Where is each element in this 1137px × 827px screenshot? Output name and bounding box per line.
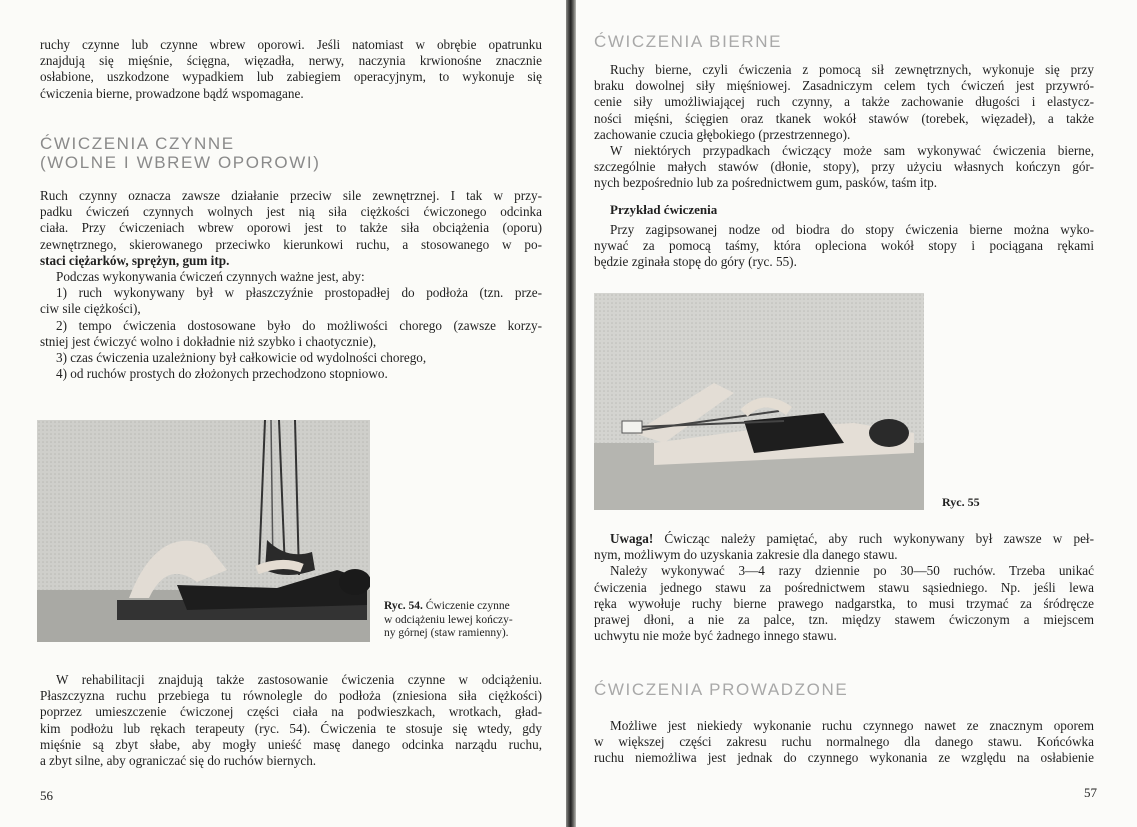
text-line: ciała. Przy ćwiczeniach wbrew oporowi jest to także siła obciążenia (oporu) — [40, 220, 542, 236]
page-number: 57 — [1084, 785, 1097, 800]
text-line: Płaszczyzna ruchu przebiega tu równolegle do podłoża (zniesiona siła ciężkości) — [40, 688, 542, 704]
note-label: Uwaga! — [610, 531, 654, 546]
figure-54-caption — [384, 600, 544, 641]
figure-54-photo — [37, 420, 370, 642]
text-line: kim podłożu lub rękach terapeuty (ryc. 54). Ćwiczenia te stosuje się wtedy, gdy — [40, 720, 542, 736]
text-line: osłabione, uszkodzone wypadkiem lub zabiegiem operacyjnym, to wykonuje się — [40, 69, 542, 85]
text-line: Należy wykonywać 3—4 razy dziennie po 30—50 ruchów. Trzeba unikać — [610, 563, 1094, 579]
heading-line: (WOLNE I WBREW OPOROWI) — [40, 153, 321, 172]
text-line: prawej dłoni, a nie za palce, tzn. między stawem ćwiczonym a miejscem — [594, 612, 1094, 628]
text-line: Podczas wykonywania ćwiczeń czynnych ważne jest, aby: — [56, 269, 365, 285]
list-item: 1) ruch wykonywany był w płaszczyźnie prostopadłej do podłoża (tzn. prze- — [56, 285, 542, 301]
list-item: 2) tempo ćwiczenia dostosowane było do możliwości chorego (zawsze korzy- — [56, 317, 542, 333]
text-line: stniej jest ćwiczyć wolno i dokładnie niż szybko i chaotycznie), — [40, 333, 377, 349]
section-heading-guided: ĆWICZENIA PROWADZONE — [594, 680, 849, 699]
text-line: szczególnie małych stawów (dłonie, stopy), przy użyciu własnych kończyn gór- — [594, 159, 1094, 175]
text-line: staci ciężarków, sprężyn, gum itp. — [40, 252, 230, 268]
page-number: 56 — [40, 788, 53, 803]
guided-exercises-body — [594, 718, 1094, 767]
text-line: będzie zginała stopę do góry (ryc. 55). — [594, 254, 797, 270]
text-line: Możliwe jest niekiedy wykonanie ruchu czynnego nawet ze znacznym oporem — [610, 718, 1094, 733]
text-line: ręka wywołuje ruchy bierne prawego nadgarstka, to musi trzymać za śródręcze — [594, 595, 1094, 611]
figure-55-photo — [594, 293, 924, 510]
text-line: W niektórych przypadkach ćwiczący może sam wykonywać ćwiczenia bierne, — [610, 143, 1094, 159]
text-line: ruchu niemożliwa jest jednak do czynnego wykonania ze względu na osłabienie — [594, 750, 1094, 766]
caption-line: ny górnej (staw ramienny). — [384, 627, 509, 639]
text-line: ciw sile ciężkości), — [40, 301, 141, 317]
text-line: mięśnie są zbyt słabe, aby mogły unieść masę danego odcinka narządu ruchu, — [40, 736, 542, 752]
text-line: zachowanie czucia głębokiego (przestrzennego). — [594, 126, 851, 142]
list-item: 3) czas ćwiczenia uzależniony był całkowicie od wydolności chorego, — [56, 350, 427, 366]
section-heading-passive: ĆWICZENIA BIERNE — [594, 32, 783, 51]
text-line: braku dowolnej siły mięśniowej. Zasadniczym celem tych ćwiczeń jest przywró- — [594, 78, 1094, 94]
text-line: zewnętrznego, skierowanego przeciwko kierunkowi ruchu, a stosowanego w po- — [40, 236, 542, 252]
passive-exercises-body — [594, 62, 1094, 192]
example-paragraph — [594, 222, 1094, 271]
caption-line: w odciążeniu lewej kończy- — [384, 613, 513, 626]
figure-55-caption: Ryc. 55 — [942, 495, 980, 509]
example-heading: Przykład ćwiczenia — [610, 202, 718, 217]
text-line: Przy zagipsowanej nodze od biodra do stopy ćwiczenia bierne można wyko- — [610, 222, 1094, 237]
text-line: ruchy czynne lub czynne wbrew oporowi. Jeśli natomiast w obrębie opatrunku — [40, 37, 542, 52]
text-line: znajdują się mięśnie, ścięgna, więzadła, nerwy, naczynia krwionośne znacznie — [40, 53, 542, 69]
left-page — [0, 0, 566, 827]
text-line: W rehabilitacji znajdują także zastosowanie ćwiczenia czynne w odciążeniu. — [56, 672, 542, 687]
heading-line: ĆWICZENIA CZYNNE — [40, 134, 235, 153]
text-line: nywać za pomocą taśmy, która opleciona wokół stopy i pociągana rękami — [594, 238, 1094, 254]
text-line: poprzez umieszczenie ćwiczonej części ciała na podwieszkach, wrotkach, gład- — [40, 704, 542, 720]
text-line: ćwiczenia jednego stawu za pośrednictwem stawu sąsiedniego. Np. jeśli lewa — [594, 579, 1094, 595]
text-line: Ruch czynny oznacza zawsze działanie przeciw sile zewnętrznej. I tak w przy- — [40, 188, 542, 203]
text-line: Ruchy bierne, czyli ćwiczenia z pomocą sił zewnętrznych, wykonuje się przy — [610, 62, 1094, 77]
text-line: a zbyt silne, aby ograniczać się do ruchów biernych. — [40, 753, 317, 769]
intro-paragraph — [40, 37, 542, 102]
closing-paragraph — [40, 672, 542, 769]
text-line: padku ćwiczeń czynnych wolnych jest nią siła ciężkości ćwiczonego odcinka — [40, 204, 542, 220]
caption-line: Ćwiczenie czynne — [425, 600, 510, 612]
list-item: 4) od ruchów prostych do złożonych przechodzono stopniowo. — [56, 366, 388, 382]
caption-label: Ryc. 54. — [384, 600, 423, 612]
right-page — [576, 0, 1137, 827]
text-line: nym, możliwym do uzyskania zakresie dla danego stawu. — [594, 547, 898, 563]
note-paragraph — [594, 531, 1094, 644]
section-heading-active — [40, 134, 320, 172]
text-line: w większej części zakresu ruchu normalnego dla danego stawu. Końcówka — [594, 734, 1094, 750]
text-line: nych bezpośrednio lub za pośrednictwem gum, pasków, taśm itp. — [594, 175, 938, 191]
text-line: cenie siły umożliwiającej ruch czynny, a także zachowanie długości i elastycz- — [594, 94, 1094, 110]
text-line: ności mięśni, ścięgien oraz tkanek wokół stawów (torebek, więzadeł), a także — [594, 110, 1094, 126]
text-line: uchwytu nie może być żadnego innego stawu. — [594, 628, 837, 644]
active-exercises-body — [40, 188, 542, 382]
text-line: Ćwicząc należy pamiętać, aby ruch wykonywany był zawsze w peł- — [653, 531, 1094, 546]
text-line: ćwiczenia bierne, prowadzone bądź wspomagane. — [40, 85, 304, 101]
